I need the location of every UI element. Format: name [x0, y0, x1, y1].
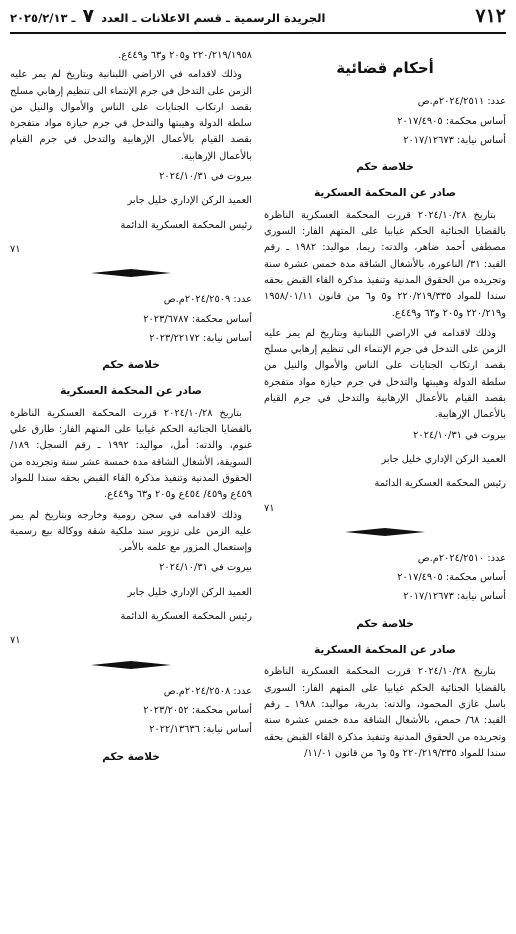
continued-text: ٢٢٠/٢١٩/١٩٥٨ و٢٠٥ و٦٣ و٤٤٩ع.	[118, 50, 252, 61]
case-number: عدد: ٢٠٢٤/٢٥١١م.ص	[417, 96, 506, 108]
issuer-title: صادر عن المحكمة العسكرية	[314, 644, 456, 657]
prosecution-basis: أساس نيابة: ٢٠٢٢/١٣٦٣٦	[149, 724, 252, 736]
verdict-paragraph: بتاريخ ٢٠٢٤/١٠/٢٨ قررت المحكمة العسكرية الناظرة بالقضايا الجنائية الحكم غيابيا على المتهم الفار: السوري باسل غازي المحمود، والدته: بدرية، مواليد: ١٩٨٨ ـ رقم القيد: ٦٨/ حمص، بالأشغال الشاقة مدة خمس عشرة سنة وتجريده من الحقوق المدنية وتنفيذ مذكرة القاء القبض بحقه سندا للمواد ٢٢٠/٢١٩/٣٣٥ و٥ و٦ من قانون ١١/٠١/	[264, 666, 506, 759]
judgment-notice-2508	[10, 684, 252, 765]
summary-title: خلاصة حكم	[356, 161, 414, 174]
page-header	[10, 0, 506, 34]
issue-number: ٧	[82, 5, 95, 27]
verdict-paragraph: بتاريخ ٢٠٢٤/١٠/٢٨ قررت المحكمة العسكرية الناظرة بالقضايا الجنائية الحكم غيابيا على المتهم الفار: طارق علي غنوم، والدته: أمل، مواليد: ١٩٩٢ ـ رقم السجل: ١٨٩/ السويقة، الأشغال الشاقة مدة خمسة عشر سنة وتجريده من الحقوق المدنية وتنفيذ مذكرة القاء القبض بحقه سندا للمواد ٤٥٩ع و٤٥٩/ ٤٥٤ع و٢٠٥ و٦٣ و٤٤٩ع.	[10, 407, 252, 501]
charges-paragraph: وذلك لاقدامه في سجن رومية وخارجه وبتاريخ لم يمر عليه الزمن على تزوير سند ملكية شقة ووكالة بيع رسمية وإستعمال المزور مع علمه بالأمر.	[10, 509, 252, 554]
judgment-notice-2509	[10, 292, 252, 649]
section-title: أحكام قضائية	[336, 59, 434, 77]
signatory-title: رئيس المحكمة العسكرية الدائمة	[374, 478, 506, 490]
court-basis: أساس محكمة: ٢٠٢٣/٦٧٨٧	[143, 313, 252, 325]
case-number: عدد: ٢٠٢٤/٢٥١٠م.ص	[417, 552, 506, 564]
court-basis: أساس محكمة: ٢٠١٧/٤٩٠٥	[397, 572, 506, 584]
reference-number: ٧١	[10, 243, 21, 255]
place-date: بيروت في ٢٠٢٤/١٠/٣١	[159, 171, 252, 183]
summary-title: خلاصة حكم	[102, 359, 160, 372]
prosecution-basis: أساس نيابة: ٢٠١٧/١٢٦٧٣	[403, 134, 506, 146]
columns	[10, 48, 506, 771]
signatory-title: رئيس المحكمة العسكرية الدائمة	[120, 611, 252, 623]
case-number: عدد: ٢٠٢٤/٢٥٠٨م.ص	[163, 685, 252, 697]
reference-number: ٧١	[10, 635, 21, 647]
section-divider	[91, 268, 171, 278]
issuer-title: صادر عن المحكمة العسكرية	[60, 385, 202, 398]
charges-paragraph: وذلك لاقدامه في الاراضي اللبنانية وبتاريخ لم يمر عليه الزمن على التدخل في جرم الإنتماء الى تنظيم إرهابي مسلح بقصد ارتكاب الجنايات على الناس والأموال والنيل من سلطة الدولة وهيبتها والتدخل في جرم حيازة مواد متفجرة بقصد القيام بالأعمال الإرهابية والتدخل في جرم القيام بالأعمال الإرهابية.	[264, 327, 506, 421]
issuer-title: صادر عن المحكمة العسكرية	[314, 187, 456, 200]
page-number: ٧١٢	[475, 5, 506, 27]
place-date: بيروت في ٢٠٢٤/١٠/٣١	[413, 429, 506, 441]
court-basis: أساس محكمة: ٢٠١٧/٤٩٠٥	[397, 115, 506, 127]
journal-title: الجريدة الرسمية ـ قسم الاعلانات ـ العدد	[101, 11, 326, 25]
signatory-name: العميد الركن الإداري خليل جابر	[127, 195, 252, 207]
reference-number: ٧١	[264, 502, 275, 514]
place-date: بيروت في ٢٠٢٤/١٠/٣١	[159, 562, 252, 574]
signatory-title: رئيس المحكمة العسكرية الدائمة	[120, 219, 252, 231]
prosecution-basis: أساس نيابة: ٢٠٢٣/٢٢١٧٢	[149, 332, 252, 344]
issue-date: ـ ٢٠٢٥/٢/١٣	[10, 11, 76, 25]
court-basis: أساس محكمة: ٢٠٢٣/٢٠٥٢	[143, 704, 252, 716]
right-column	[264, 48, 506, 771]
prosecution-basis: أساس نيابة: ٢٠١٧/١٢٦٧٣	[403, 591, 506, 603]
summary-title: خلاصة حكم	[356, 617, 414, 630]
signatory-name: العميد الركن الإداري خليل جابر	[127, 586, 252, 598]
left-column	[10, 48, 252, 771]
summary-title: خلاصة حكم	[102, 750, 160, 763]
section-divider	[345, 527, 425, 537]
charges-paragraph: وذلك لاقدامه في الاراضي اللبنانية وبتاريخ لم يمر عليه الزمن على التدخل في جرم الإنتماء الى تنظيم إرهابي مسلح بقصد ارتكاب الجنايات على الناس والأموال والنيل من سلطة الدولة وهيبتها والتدخل في جرم حيازة مواد متفجرة بقصد القيام بالأعمال الإرهابية والتدخل في جرم القيام بالأعمال الإرهابية.	[10, 69, 252, 162]
judgment-notice-2511	[264, 94, 506, 517]
verdict-paragraph: بتاريخ ٢٠٢٤/١٠/٢٨ قررت المحكمة العسكرية الناظرة بالقضايا الجنائية الحكم غيابيا على المتهم الفار: السوري مصطفى أحمد ضاهر، والدته: ريما، مواليد: ١٩٨٢ ـ رقم القيد: ٣١/ الناعورة، بالأشغال الشاقة مدة خمس عشرة سنة وتجريده من الحقوق المدنية وتنفيذ مذكرة القاء القبض بحقه سندا للمواد ٢٢٠/٢١٩/٣٣٥ و٥ و٦ من قانون ١٩٥٨/٠١/١١ و٢٢٠/٢١٩ و٢٠٥ و٦٣ و٤٤٩ع.	[264, 209, 506, 319]
running-header	[10, 5, 325, 27]
section-divider	[91, 660, 171, 670]
judgment-notice-2510	[264, 551, 506, 762]
case-number: عدد: ٢٠٢٤/٢٥٠٩م.ص	[163, 294, 252, 306]
signatory-name: العميد الركن الإداري خليل جابر	[381, 453, 506, 465]
